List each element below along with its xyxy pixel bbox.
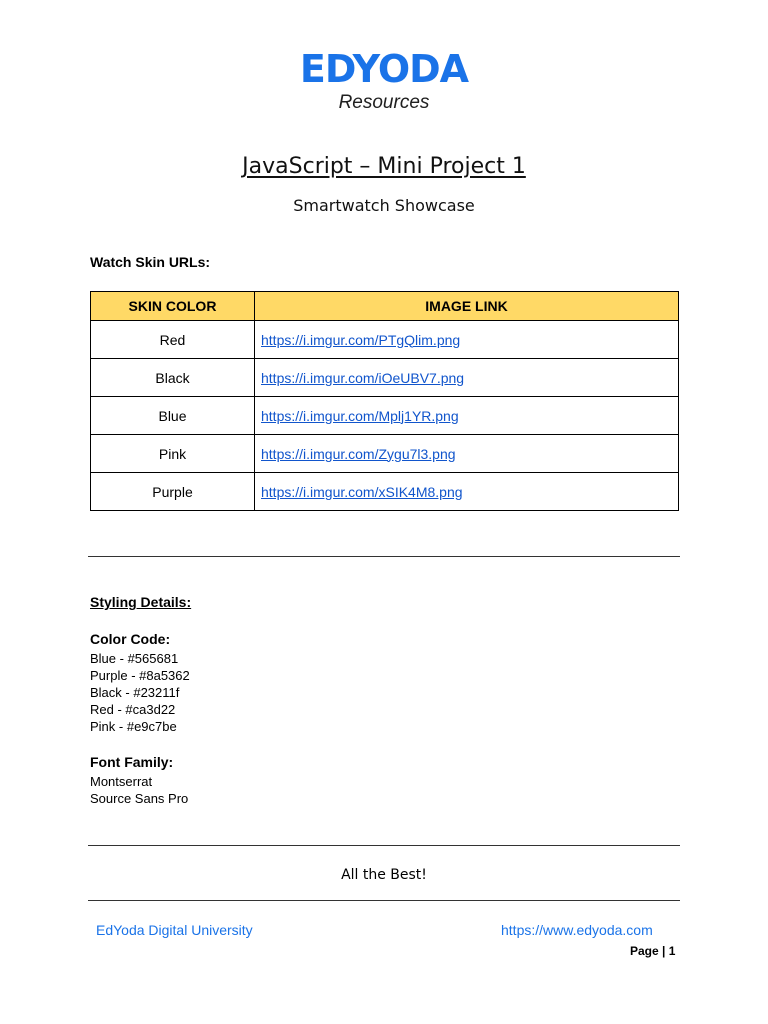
image-link[interactable]: https://i.imgur.com/PTgQlim.png [261, 331, 461, 348]
font-family-title: Font Family: [90, 754, 174, 770]
brand-logo: EDYODA [299, 47, 469, 91]
image-link[interactable]: https://i.imgur.com/Mplj1YR.png [261, 407, 459, 424]
skin-color-cell: Red [91, 321, 255, 359]
image-link-cell [255, 397, 679, 435]
divider [88, 556, 680, 557]
table-row [91, 359, 679, 397]
header-skin-color: SKIN COLOR [91, 292, 255, 321]
image-link-cell [255, 359, 679, 397]
footer-website-link[interactable]: https://www.edyoda.com [501, 922, 653, 938]
font-family-item: Source Sans Pro [90, 791, 189, 806]
font-family-item: Montserrat [90, 774, 153, 789]
skin-color-cell: Black [91, 359, 255, 397]
color-code-title: Color Code: [90, 631, 171, 647]
table-row [91, 397, 679, 435]
image-link-cell [255, 473, 679, 511]
color-code-item: Purple - #8a5362 [90, 668, 190, 683]
image-link[interactable]: https://i.imgur.com/iOeUBV7.png [261, 369, 465, 386]
header-image-link: IMAGE LINK [255, 292, 679, 321]
color-code-item: Pink - #e9c7be [90, 719, 177, 734]
footer-org-name: EdYoda Digital University [96, 922, 253, 938]
divider [88, 845, 680, 846]
color-code-item: Red - #ca3d22 [90, 702, 176, 717]
skin-color-cell: Blue [91, 397, 255, 435]
skins-section-label: Watch Skin URLs: [90, 254, 211, 270]
table-row [91, 473, 679, 511]
table-header-row [91, 292, 679, 321]
page-number: Page | 1 [630, 944, 676, 958]
color-code-list [90, 650, 190, 735]
table-row [91, 321, 679, 359]
color-code-item: Black - #23211f [90, 685, 180, 700]
skin-color-cell: Pink [91, 435, 255, 473]
logo-subtitle: Resources [338, 92, 430, 113]
image-link[interactable]: https://i.imgur.com/xSIK4M8.png [261, 483, 463, 500]
skins-table [90, 291, 679, 511]
font-family-list [90, 773, 188, 807]
image-link-cell [255, 321, 679, 359]
closing-message: All the Best! [341, 867, 427, 883]
skin-color-cell: Purple [91, 473, 255, 511]
color-code-item: Blue - #565681 [90, 651, 179, 666]
image-link[interactable]: https://i.imgur.com/Zygu7l3.png [261, 445, 456, 462]
styling-title: Styling Details: [90, 594, 192, 610]
table-row [91, 435, 679, 473]
page-title: JavaScript – Mini Project 1 [242, 154, 526, 179]
divider [88, 900, 680, 901]
page-subtitle: Smartwatch Showcase [293, 196, 475, 215]
image-link-cell [255, 435, 679, 473]
